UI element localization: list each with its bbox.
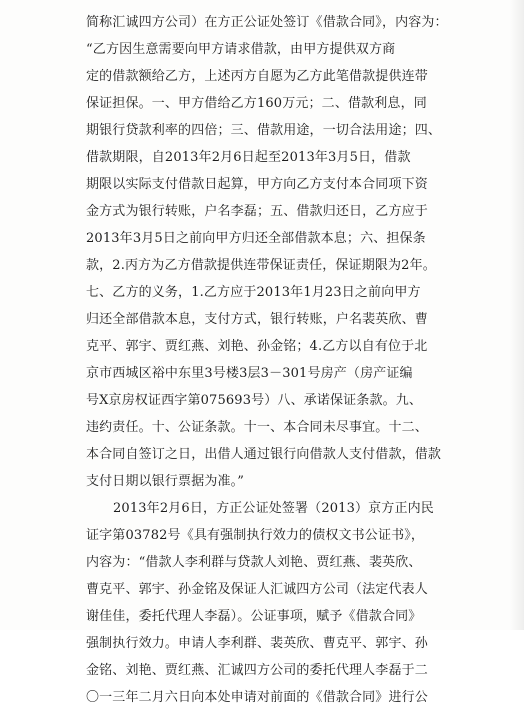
text-line: 定的借款额给乙方，上述丙方自愿为乙方此笔借款提供连带: [86, 69, 428, 84]
text-line: 违约责任。十、公证条款。十一、本合同未尽事宜。十二、: [86, 420, 428, 435]
text-line: 支付日期以银行票据为准。”: [86, 474, 245, 489]
text-line: 强制执行效力。申请人李利群、裴英欣、曹克平、郭宇、孙: [86, 636, 428, 651]
text-line: 谢佳佳，委托代理人李磊）。公证事项，赋予《借款合同》: [86, 609, 422, 624]
text-line: 克平、郭宇、贾红燕、刘艳、孙金铭；4.乙方以自有位于北: [86, 339, 428, 354]
text-line: 〇一三年二月六日向本处申请对前面的《借款合同》进行公: [86, 690, 428, 705]
text-line: 曹克平、郭宇、孙金铭及保证人汇诚四方公司（法定代表人: [86, 582, 428, 597]
text-line: 本合同自签订之日，出借人通过银行向借款人支付借款，借款: [86, 447, 442, 462]
text-line: 借款期限，自2013年2月6日起至2013年3月5日，借款: [86, 150, 411, 165]
text-line: 京市西城区裕中东里3号楼3层3－301号房产（房产证编: [86, 366, 413, 381]
text-line: 2013年3月5日之前向甲方归还全部借款本息；六、担保条: [86, 231, 426, 246]
text-line: 证字第03782号《具有强制执行效力的债权文书公证书》，: [86, 528, 425, 543]
text-line: 内容为：“借款人李利群与贷款人刘艳、贾红燕、裴英欣、: [86, 555, 422, 570]
text-line: 金铭、刘艳、贾红燕、汇诚四方公司的委托代理人李磊于二: [86, 663, 428, 678]
text-line: 保证担保。一、甲方借给乙方160万元；二、借款利息，同: [86, 96, 427, 111]
text-line: 金方式为银行转账，户名李磊；五、借款归还日，乙方应于: [86, 204, 428, 219]
document-body: [86, 9, 504, 711]
text-line: 期限以实际支付借款日起算，甲方向乙方支付本合同项下资: [86, 177, 428, 192]
text-line: 简称汇诚四方公司）在方正公证处签订《借款合同》，内容为：: [86, 15, 448, 30]
paragraph-first-line: 2013年2月6日，方正公证处签署（2013）京方正内民: [113, 501, 434, 516]
page-edge-shadow: [510, 0, 524, 630]
text-line: 七、乙方的义务，1.乙方应于2013年1月23日之前向甲方: [86, 285, 421, 300]
text-line: 期银行贷款利率的四倍；三、借款用途，一切合法用途；四、: [86, 123, 442, 138]
text-line: 款，2.丙方为乙方借款提供连带保证责任，保证期限为2年。: [86, 258, 436, 273]
text-line: “乙方因生意需要向甲方请求借款，由甲方提供双方商: [86, 42, 396, 57]
text-line: 归还全部借款本息，支付方式，银行转账，户名裴英欣、曹: [86, 312, 428, 327]
text-line: 号X京房权证西字第075693号）八、承诺保证条款。九、: [86, 393, 423, 408]
